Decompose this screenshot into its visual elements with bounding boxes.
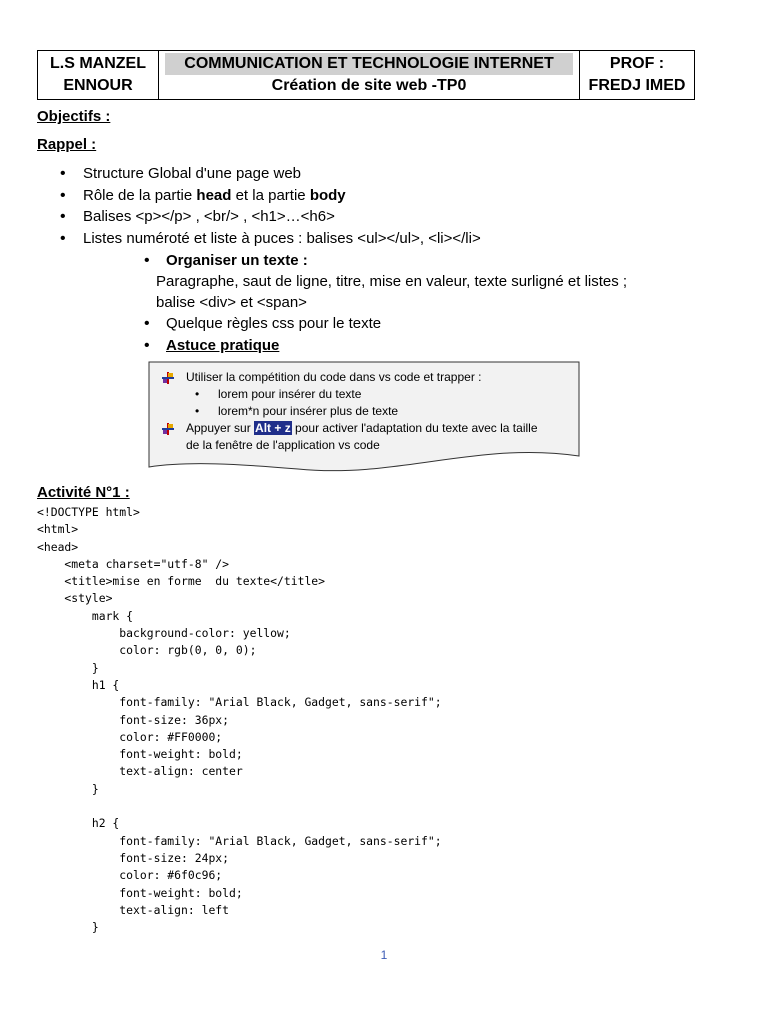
note-sub-1: • lorem pour insérer du texte	[162, 386, 577, 403]
school-line-1: L.S MANZEL	[50, 55, 146, 72]
organiser-item: • Organiser un texte :	[144, 252, 308, 269]
rappel-heading: Rappel :	[37, 136, 97, 153]
list-item: • Structure Global d'une page web	[60, 163, 481, 185]
subject-title: COMMUNICATION ET TECHNOLOGIE INTERNET	[165, 53, 573, 75]
note-line-2: Appuyer sur Alt + z pour activer l'adaptation du texte avec la taille	[162, 420, 577, 437]
organiser-line-2: balise <div> et <span>	[156, 294, 307, 311]
school-cell	[38, 51, 159, 99]
organiser-title: Organiser un texte :	[166, 252, 308, 269]
astuce-note-box	[148, 361, 580, 473]
shortcut-key: Alt + z	[255, 421, 291, 435]
document-title: Création de site web -TP0	[271, 77, 467, 94]
prof-cell	[580, 51, 694, 99]
flag-bullet-icon	[162, 372, 174, 384]
list-item: • Balises <p></p> , <br/> , <h1>…<h6>	[60, 206, 481, 228]
activite-heading: Activité N°1 :	[37, 484, 130, 501]
css-item: • Quelque règles css pour le texte	[144, 315, 382, 332]
note-line-3: de la fenêtre de l'application vs code	[186, 438, 380, 452]
code-block: <!DOCTYPE html> <html> <head> <meta charset="utf-8" /> <title>mise en forme du texte</title> <style> mark { background-color: yellow; color: rgb(0, 0, 0); } h1 { font-family: "Arial Black, Gadget, sans-serif"; font-size: 36px; color: #FF0000; font-weight: bold; text-align: center } h2 { font-family: "Arial Black, Gadget, sans-serif"; font-size: 24px; color: #6f0c96; font-weight: bold; text-align: left }	[37, 505, 442, 935]
flag-bullet-icon	[162, 423, 174, 435]
note-sub-2: • lorem*n pour insérer plus de texte	[162, 403, 577, 420]
astuce-title: Astuce pratique	[166, 337, 280, 354]
list-item: • Listes numéroté et liste à puces : balises <ul></ul>, <li></li>	[60, 228, 481, 250]
note-line-1: Utiliser la compétition du code dans vs code et trapper :	[162, 369, 577, 386]
subject-cell	[159, 51, 580, 99]
school-line-2: ENNOUR	[63, 77, 133, 94]
page-number: 1	[380, 948, 388, 962]
header-table	[37, 50, 695, 100]
objectifs-heading: Objectifs :	[37, 108, 111, 125]
list-item: • Rôle de la partie head et la partie body	[60, 185, 481, 207]
prof-label: PROF :	[609, 55, 665, 72]
astuce-item: • Astuce pratique	[144, 337, 280, 354]
organiser-line-1: Paragraphe, saut de ligne, titre, mise en valeur, texte surligné et listes ;	[156, 273, 628, 290]
prof-name: FREDJ IMED	[588, 77, 686, 94]
rappel-list	[60, 163, 481, 249]
